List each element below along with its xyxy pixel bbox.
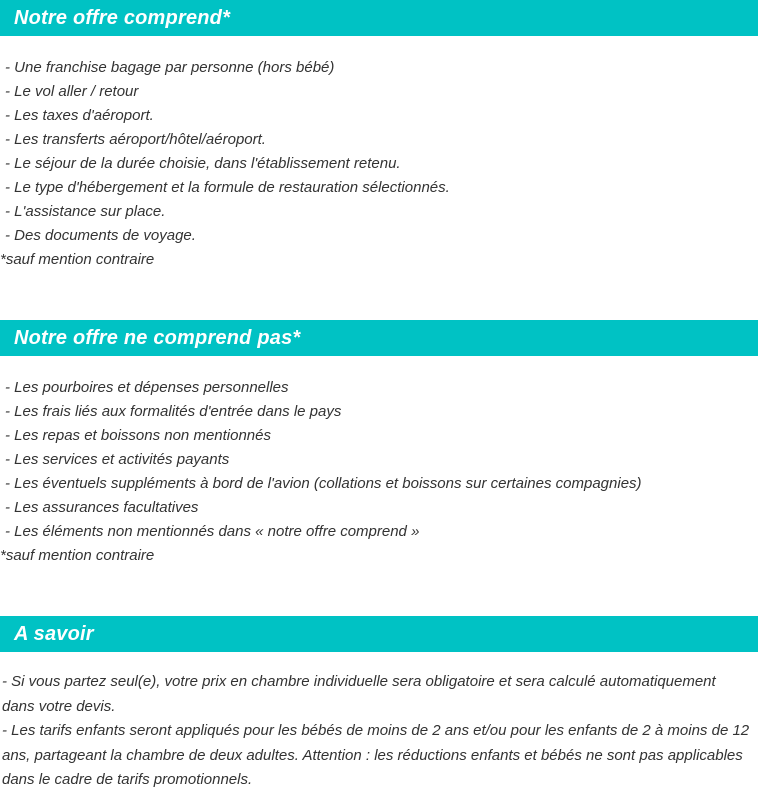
list-item: - Le vol aller / retour: [5, 83, 139, 100]
list-item: - Une franchise bagage par personne (hors bébé): [5, 59, 335, 76]
list-item: - Les assurances facultatives: [5, 499, 199, 516]
section-header: [0, 320, 758, 356]
list-item: - Le séjour de la durée choisie, dans l'établissement retenu.: [5, 155, 401, 172]
list-item: - Les repas et boissons non mentionnés: [5, 427, 271, 444]
section-offer-not-included: [0, 320, 758, 568]
list-item: - Le type d'hébergement et la formule de restauration sélectionnés.: [5, 179, 450, 196]
section-header: [0, 0, 758, 36]
good-to-know-text: [0, 652, 758, 793]
list-item: - Les éventuels suppléments à bord de l'avion (collations et boissons sur certaines compagnies): [5, 475, 642, 492]
footnote: *sauf mention contraire: [0, 547, 155, 564]
footnote: *sauf mention contraire: [0, 251, 155, 268]
section-title: Notre offre comprend*: [14, 6, 231, 29]
list-item: - L'assistance sur place.: [5, 203, 166, 220]
list-item: - Les transferts aéroport/hôtel/aéroport.: [5, 131, 266, 148]
list-item: - Les éléments non mentionnés dans « notre offre comprend »: [5, 523, 420, 540]
paragraph: - Les tarifs enfants seront appliqués pour les bébés de moins de 2 ans et/ou pour les enfants de 2 à moins de 12 ans, partageant la chambre de deux adultes. Attention : les réductions enfants et bébés ne sont pas applicables dans le cadre de tarifs promotionnels.: [2, 722, 750, 788]
section-title: A savoir: [14, 622, 94, 645]
section-header: [0, 616, 758, 652]
list-item: - Les frais liés aux formalités d'entrée dans le pays: [5, 403, 342, 420]
list-item: - Des documents de voyage.: [5, 227, 196, 244]
not-included-list: [0, 356, 758, 568]
section-good-to-know: [0, 616, 758, 793]
section-title: Notre offre ne comprend pas*: [14, 326, 301, 349]
paragraph: - Si vous partez seul(e), votre prix en chambre individuelle sera obligatoire et sera calculé automatiquement dans votre devis.: [2, 673, 716, 715]
list-item: - Les services et activités payants: [5, 451, 230, 468]
list-item: - Les taxes d'aéroport.: [5, 107, 154, 124]
list-item: - Les pourboires et dépenses personnelles: [5, 379, 289, 396]
section-offer-included: [0, 0, 758, 272]
included-list: [0, 36, 758, 272]
